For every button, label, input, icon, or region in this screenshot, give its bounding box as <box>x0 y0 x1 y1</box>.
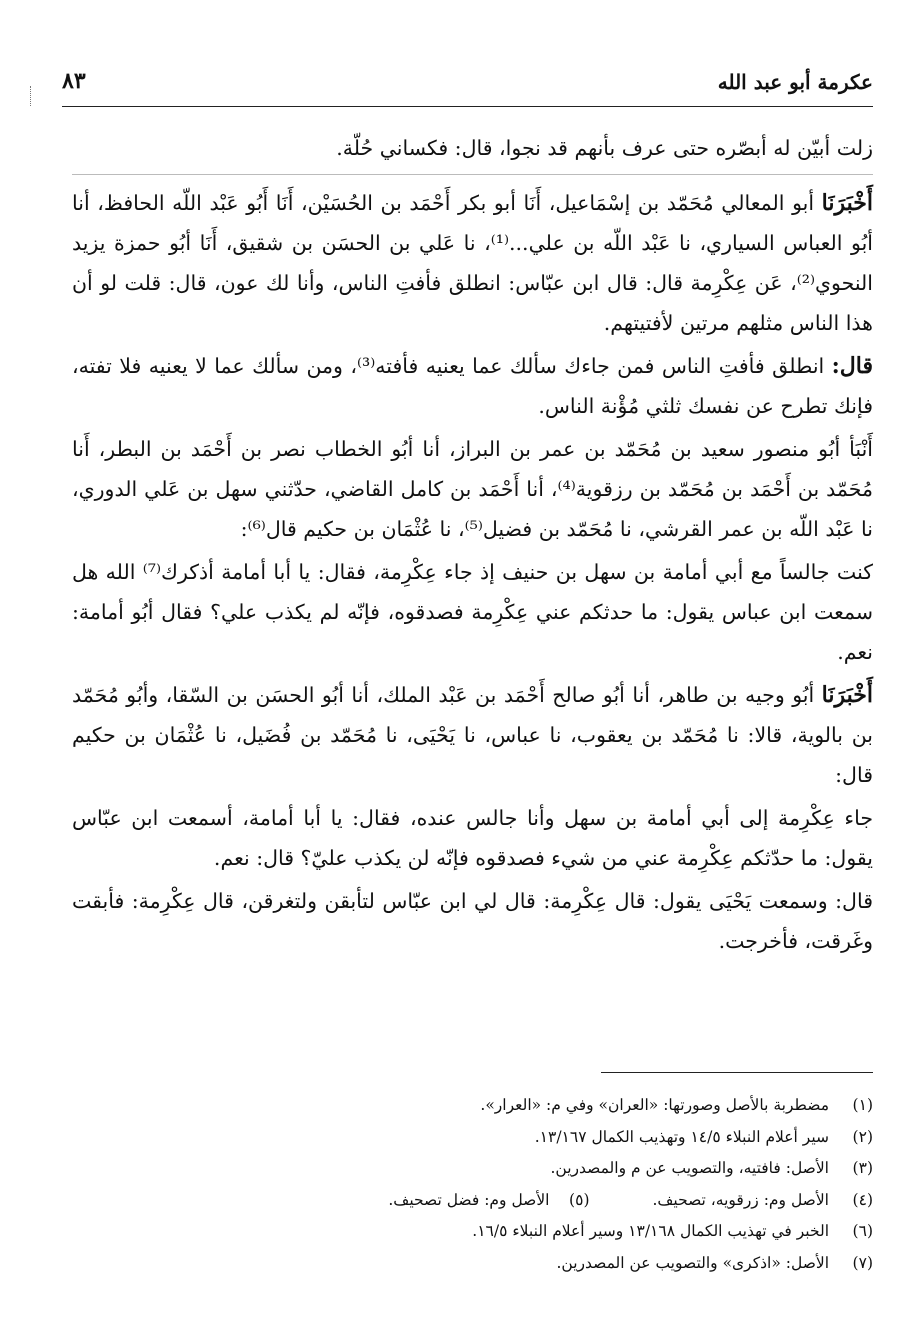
paragraph-text: أبُو وجيه بن طاهر، أنا أبُو صالح أَحْمَد بن عَبْد الملك، أنا أبُو الحسَن بن السّقا، وأبُو مُحَمّد بن بالوية، قالا: نا مُحَمّد بن يعقوب، نا عباس، نا يَحْيَى، نا مُحَمّد بن فُضَيل، نا عُثْمَان بن حكيم قال: <box>72 683 873 787</box>
paragraph-text: أبو المعالي مُحَمّد بن إسْمَاعيل، أَنَا أبو بكر أَحْمَد بن الحُسَيْن، أَنَا أَبُو عَبْد اللّه الحافظ، أنا أبُو العباس السياري، نا عَبْد اللّه بن علي...⁽¹⁾، نا عَلي بن الحسَن بن شقيق، أَنَا أبُو حمزة يزيد النحوي⁽²⁾، عَن عِكْرِمة قال: قال ابن عبّاس: انطلق فأفتِ الناس، وأنا لك عون، قال: قلت لو أن هذا الناس مثلهم مرتين لأفتيتهم. <box>72 191 873 335</box>
paragraph-text: قال: وسمعت يَحْيَى يقول: قال عِكْرِمة: قال لي ابن عبّاس لتأبقن ولتغرقن، قال عِكْرِمة: فأبقت وغَرقت، فأخرجت. <box>72 889 873 953</box>
footnote <box>72 1248 873 1280</box>
footnote-inline <box>388 1185 589 1217</box>
paragraph-text: زلت أبيّن له أبصّره حتى عرف بأنهم قد نجوا، قال: فكساني حُلّة. <box>336 136 873 160</box>
body-text <box>72 128 873 964</box>
paragraph <box>72 346 873 429</box>
footnote-number: (٥) <box>569 1190 590 1209</box>
running-title: عكرمة أبو عبد الله <box>717 70 873 94</box>
footnote-number: (٣) <box>852 1159 873 1177</box>
footnote <box>72 1122 873 1154</box>
paragraph-text: انطلق فأفتِ الناس فمن جاءك سألك عما يعنيه فأفته⁽³⁾، ومن سألك عما لا يعنيه فلا تفته، فإنك تطرح عن نفسك ثلثي مُؤْنة الناس. <box>72 354 873 418</box>
footnote-text: الأصل: «اذكرى» والتصويب عن المصدرين. <box>556 1253 829 1272</box>
footnote-text: الخبر في تهذيب الكمال ١٣/١٦٨ وسير أعلام النبلاء ١٦/٥. <box>472 1222 829 1240</box>
footnote-text: سير أعلام النبلاء ١٤/٥ وتهذيب الكمال ١٣/١٦٧. <box>534 1127 829 1146</box>
paragraph-keyword: قال: <box>831 353 873 379</box>
paragraph <box>72 183 873 346</box>
footnote-text: الأصل وم: زرقويه، تصحيف. <box>652 1190 829 1209</box>
footnote <box>72 1185 873 1217</box>
paragraph <box>72 429 873 552</box>
paragraph <box>72 798 873 881</box>
paragraph-text: كنت جالساً مع أبي أمامة بن سهل بن حنيف إذ جاء عِكْرِمة، فقال: يا أبا أمامة أذكرك⁽⁷⁾ الله هل سمعت ابن عباس يقول: ما حدثكم عني عِكْرِمة فصدقوه، فإنّه لم يكذب علي؟ فقال أبُو أمامة: نعم. <box>72 560 874 664</box>
footnote-number: (١) <box>852 1096 873 1114</box>
paragraph <box>72 881 873 964</box>
paragraph <box>72 675 873 798</box>
footnotes <box>72 1090 873 1279</box>
page-header <box>62 62 873 107</box>
footnote-text: الأصل وم: فضل تصحيف. <box>388 1190 550 1209</box>
footnote-text: الأصل: فافتيه، والتصويب عن م والمصدرين. <box>550 1159 829 1177</box>
footnote-divider <box>601 1072 873 1073</box>
footnote <box>72 1090 873 1122</box>
margin-mark <box>30 86 32 106</box>
footnote-number: (٢) <box>852 1127 873 1146</box>
paragraph <box>72 552 873 675</box>
paragraph-text: أَنْبَأ أبُو منصور سعيد بن مُحَمّد بن عمر بن البراز، أنا أبُو الخطاب نصر بن أَحْمَد بن البطر، أَنا مُحَمّد بن أَحْمَد بن مُحَمّد بن رزقوية⁽⁴⁾، أنا أَحْمَد بن كامل القاضي، حدّثني سهل بن عَلي الدوري، نا عَبْد اللّه بن عمر القرشي، نا مُحَمّد بن فضيل⁽⁵⁾، نا عُثْمَان بن حكيم قال⁽⁶⁾: <box>72 437 873 541</box>
footnote-number: (٦) <box>852 1222 873 1240</box>
footnote <box>72 1216 873 1248</box>
footnote <box>72 1153 873 1185</box>
paragraph-keyword: أَخْبَرَنَا <box>821 190 873 216</box>
paragraph <box>72 128 873 175</box>
paragraph-text: جاء عِكْرِمة إلى أبي أمامة بن سهل وأنا جالس عنده، فقال: يا أبا أمامة، أسمعت ابن عبّاس يقول: ما حدّثكم عِكْرِمة عني من شيء فصدقوه فإنّه لن يكذب عليّ؟ قال: نعم. <box>72 806 873 870</box>
paragraph-keyword: أَخْبَرَنَا <box>821 682 873 708</box>
page-number: ٨٣ <box>62 68 86 94</box>
footnote-number: (٧) <box>852 1253 873 1272</box>
footnote-text: مضطربة بالأصل وصورتها: «العران» وفي م: «العرار». <box>480 1096 829 1114</box>
footnote-number: (٤) <box>852 1190 873 1209</box>
